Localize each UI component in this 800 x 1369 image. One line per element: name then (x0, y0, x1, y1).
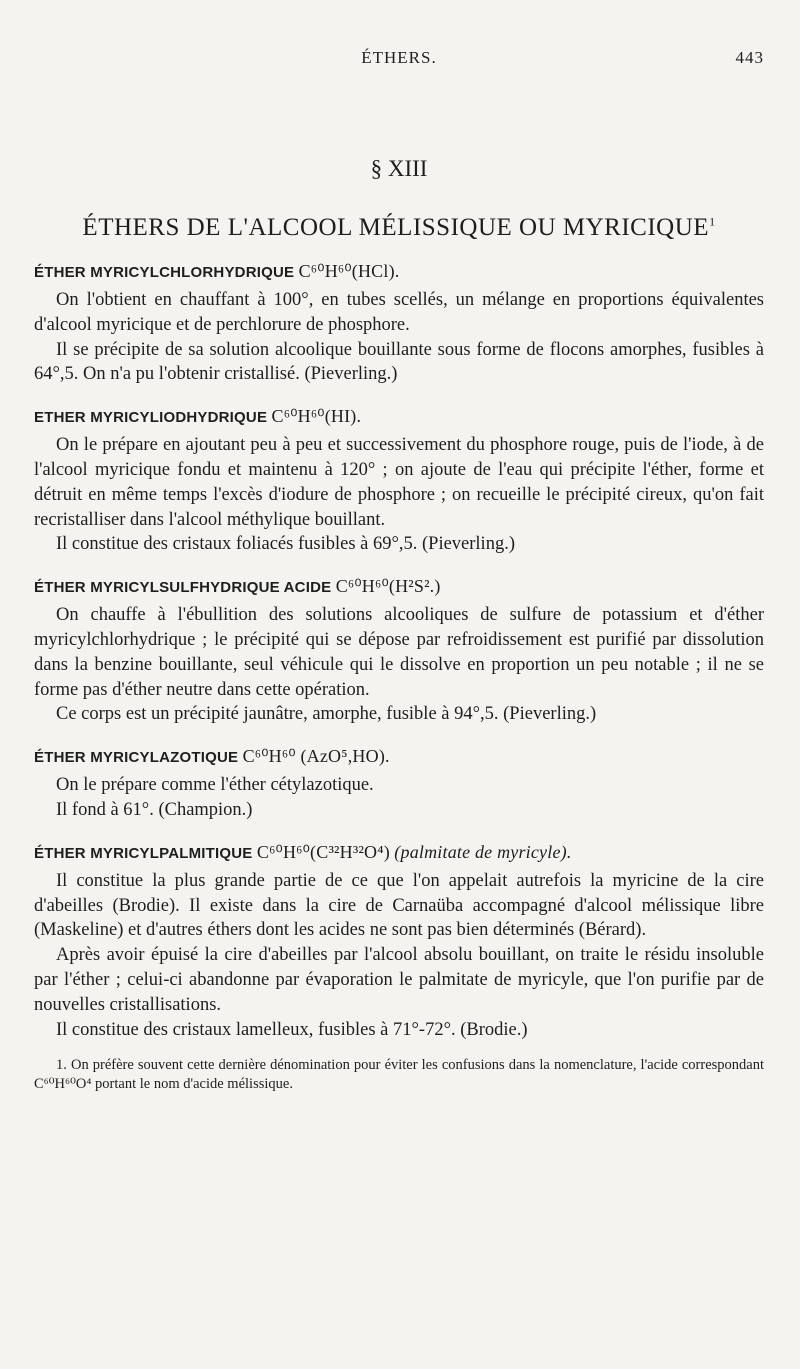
entry-heading (34, 401, 764, 433)
entry-heading (34, 256, 764, 288)
entry-name: ÉTHER MYRICYLAZOTIQUE (34, 749, 239, 767)
book-page (34, 48, 764, 1094)
running-head-title: ÉTHERS. (361, 48, 437, 67)
running-head (34, 48, 764, 78)
page-number: 443 (735, 48, 764, 67)
entry-name: ETHER MYRICYLIODHYDRIQUE (34, 409, 268, 427)
entry-paragraph: On chauffe à l'ébullition des solutions alcooliques de sulfure de potassium et d'éther myricylchlorhydrique ; le précipité qui se dépose par refroidissement est purifié par dissolution dans la benzine bouillante, seul véhicule qui le dissolve en proportion un peu notable ; il ne se forme pas d'éther neutre dans cette opération. (34, 605, 764, 700)
footnote-reference: 1 (709, 214, 716, 229)
entry-formula: C⁶⁰H⁶⁰(HCl). (298, 261, 400, 281)
entry-heading (34, 837, 764, 869)
entry-paragraph: Il constitue des cristaux lamelleux, fusibles à 71°-72°. (Brodie.) (56, 1019, 528, 1040)
entry-formula: C⁶⁰H⁶⁰(HI). (271, 406, 362, 427)
entry-paragraph: Ce corps est un précipité jaunâtre, amorphe, fusible à 94°,5. (Pieverling.) (56, 704, 597, 725)
entry-formula: C⁶⁰H⁶⁰(C³²H³²O⁴) (256, 841, 390, 862)
entry-formula-note: (palmitate de myricyle). (394, 841, 572, 862)
entry-paragraph: Après avoir épuisé la cire d'abeilles par l'alcool absolu bouillant, on traite le résidu insoluble par l'éther ; celui-ci abandonne par évaporation le palmitate de myricyle, que l'on purifie par de nouvelles cristallisations. (34, 945, 764, 1015)
footnote-marker: 1. (56, 1057, 67, 1074)
section-title-text: ÉTHERS DE L'ALCOOL MÉLISSIQUE OU MYRICIQUE (82, 214, 710, 241)
entries-list (34, 256, 764, 1042)
entry-formula: C⁶⁰H⁶⁰(H²S².) (335, 576, 441, 597)
entry-heading (34, 571, 764, 603)
section-title (34, 214, 764, 242)
entry-name: ÉTHER MYRICYLPALMITIQUE (34, 844, 253, 862)
entry-paragraph: Il fond à 61°. (Champion.) (56, 799, 253, 820)
entry-formula: C⁶⁰H⁶⁰ (AzO⁵,HO). (242, 746, 390, 767)
entry-paragraph: Il se précipite de sa solution alcoolique bouillante sous forme de flocons amorphes, fusibles à 64°,5. On n'a pu l'obtenir cristallisé. (Pieverling.) (34, 339, 764, 385)
section-mark: § XIII (370, 156, 428, 181)
footnote (34, 1056, 764, 1094)
entry-paragraph: Il constitue des cristaux foliacés fusibles à 69°,5. (Pieverling.) (56, 534, 515, 555)
entry-paragraph: Il constitue la plus grande partie de ce que l'on appelait autrefois la myricine de la cire d'abeilles (Brodie). Il existe dans la cire de Carnaüba accompagné d'alcool mélissique libre (Maskeline) et d'autres éthers dont les acides ne sont pas bien déterminés (Bérard). (34, 870, 764, 941)
entry-paragraph: On l'obtient en chauffant à 100°, en tubes scellés, un mélange en proportions équivalentes d'alcool myricique et de perchlorure de phosphore. (34, 290, 764, 335)
entry-paragraph: On le prépare en ajoutant peu à peu et successivement du phosphore rouge, puis de l'iode, à de l'alcool myricique fondu et maintenu à 120° ; on ajoute de l'eau qui précipite l'éther, forme et détruit en même temps l'excès d'iodure de phosphore ; on recueille le précipité cireux, qu'on fait recristalliser dans l'alcool méthylique bouillant. (34, 435, 764, 530)
footnote-text: On préfère souvent cette dernière dénomination pour éviter les confusions dans la nomenclature, l'acide correspondant C⁶⁰H⁶⁰O⁴ portant le nom d'acide mélissique. (34, 1057, 765, 1093)
entry-paragraph: On le prépare comme l'éther cétylazotique. (56, 775, 374, 796)
entry-name: ÉTHER MYRICYLSULFHYDRIQUE ACIDE (34, 579, 332, 597)
entry-name: ÉTHER MYRICYLCHLORHYDRIQUE (34, 264, 295, 281)
entry-heading (34, 741, 764, 773)
